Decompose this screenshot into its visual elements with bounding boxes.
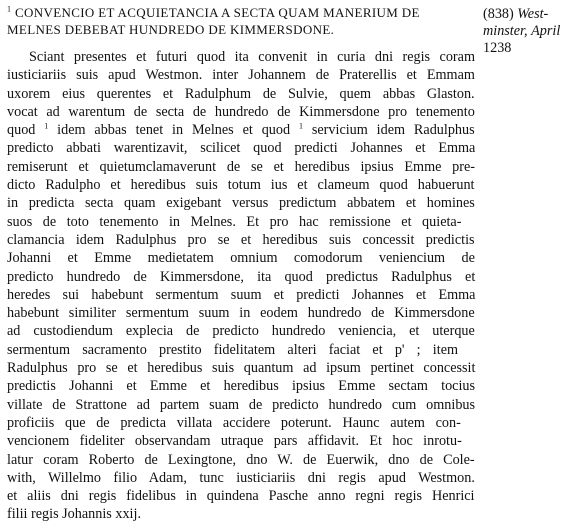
text-line: vencionem fideliter observandam utraque pars affidavit. Et hoc inrotu- [7,433,462,450]
marginal-line-1 [483,6,575,23]
footnote-marker: 1 [7,4,12,14]
document-heading [7,4,475,38]
heading-line-2: MELNES DEBEBAT HUNDREDO DE KIMMERSDONE. [7,22,335,37]
text-line: uxorem eius querentes et Radulphum de Sulvie, quem abbas Glaston. [7,85,475,102]
text-line: vocat ad warentum de secta de hundredo de Kimmersdone pro tenemento [7,103,475,120]
text-line: proficiis que de predicta villata accidere poterunt. Haunc autem con- [7,414,461,431]
text-line: suos de toto tenemento in Melnes. Et pro hac remissione et quieta- [7,213,462,230]
text-line: in predicta secta quam exigebant versus predictum abbatem et homines [7,195,475,212]
text-line: Radulphus pro se et heredibus suis quantum ad ipsum pertinet concessit [7,360,476,377]
text-line: habebunt similiter sermentum suum in eodem hundredo de Kimmersdone [7,305,475,322]
text-line: with, Willelmo filio Adam, tunc iusticiariis dni regis apud Westmon. [7,469,475,486]
text-line: villate de Strattone ad partem suam de predicto hundredo cum omnibus [7,396,476,413]
place-name: West- [517,6,549,22]
text-line: quod $^1$ idem abbas tenet in Melnes et quod $^1$ servicium idem Radulphus [7,121,475,139]
text-line: predicto hundredo de Kimmersdone, ita quod predictus Radulphus et [7,268,476,285]
footnote-marker: 1 [44,121,49,131]
document-body [7,48,475,524]
footnote-marker: 1 [298,121,303,131]
text-line: remiserunt et quietumclamaverunt de se et heredibus ipsius Emme pre- [7,158,476,175]
heading-line-1 [7,4,475,21]
text-line: Johanni et Emme medietatem omnium comodorum veniencium de [7,250,475,267]
text-line: sermentum sacramento prestito fidelitatem alteri faciat et p' ; item [7,341,459,358]
text-line: heredes sui habebunt sermentum suum et predicti Johannes et Emma [7,286,476,303]
text-line: Sciant presentes et futuri quod ita convenit in curia dni regis coram [29,49,475,65]
marginal-line-2: minster, April [483,23,561,39]
text-line: latur coram Roberto de Lexingtone, dno W. de Euerwik, dno de Cole- [7,451,475,468]
date-month: April [531,23,561,39]
text-line: dicto Radulpho et heredibus suis totum ius et clameum quod habuerunt [7,177,475,194]
document-number: (838) [483,6,514,22]
text-line: iusticiariis suis apud Westmon. inter Johannem de Praterellis et Emmam [7,67,475,84]
text-line: ad custodiendum explecia de predicto hundredo veniencia, et uterque [7,323,475,340]
text-line: filii regis Johannis xxij. [7,506,141,523]
text-line: et aliis dni regis fidelibus in quindena Pasche anno regni regis Henrici [7,488,475,505]
marginal-note [483,6,575,57]
text-line: predicto abbati warentizavit, scilicet quod predicti Johannes et Emma [7,140,476,157]
document-main [7,4,475,524]
date-year: 1238 [483,40,512,56]
text-line: clamancia idem Radulphus pro se et heredibus suis concessit predictis [7,231,475,248]
heading-text: CONVENCIO ET ACQUIETANCIA A SECTA QUAM MANERIUM DE [14,5,420,20]
text-line: predictis Johanni et Emme et heredibus ipsius Emme sectam tocius [7,378,476,395]
